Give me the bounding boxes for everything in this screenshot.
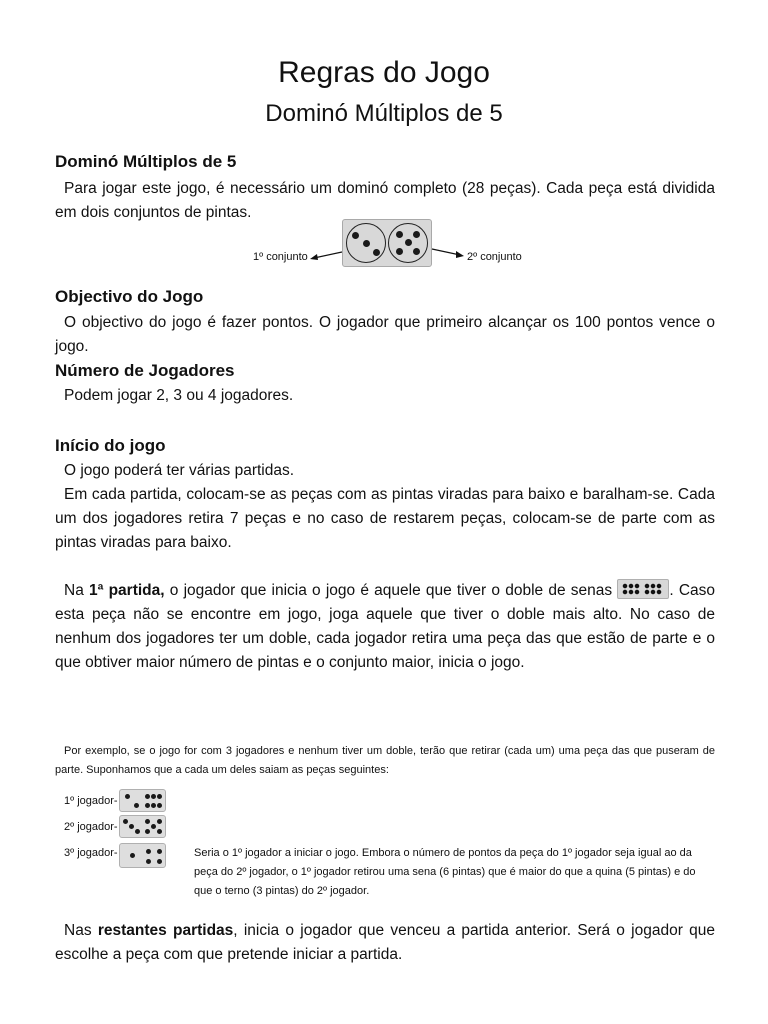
pip — [125, 794, 130, 799]
pip — [413, 248, 420, 255]
pip — [157, 829, 162, 834]
pip — [135, 829, 140, 834]
pip — [373, 249, 380, 256]
player2-domino — [119, 815, 166, 838]
remaining-prefix: Nas — [64, 922, 92, 939]
intro-paragraph — [55, 177, 715, 225]
pip — [157, 849, 162, 854]
pip — [123, 819, 128, 824]
example-explanation: Seria o 1º jogador a iniciar o jogo. Embora o número de pontos da peça do 1º jogador seja igual ao da peça do 2º jogador, o 1º jogador retirou uma sena (6 pintas) que é maior do que a quina (5 pintas) e do que o terno (3 pintas) do 2º jogador. — [194, 847, 696, 897]
pip — [396, 231, 403, 238]
pip — [413, 231, 420, 238]
domino-diagram-tile — [342, 219, 432, 267]
pip — [405, 239, 412, 246]
start-paragraph-1 — [55, 459, 715, 483]
pip — [157, 803, 162, 808]
player1-domino — [119, 789, 166, 812]
first-match-paragraph — [55, 579, 715, 675]
start-paragraph-2 — [55, 483, 715, 555]
pip — [396, 248, 403, 255]
intro-text: Para jogar este jogo, é necessário um dominó completo (28 peças). Cada peça está dividida em dois conjuntos de pintas. — [55, 180, 715, 221]
pip — [363, 240, 370, 247]
remaining-paragraph — [55, 919, 715, 967]
pip — [157, 819, 162, 824]
players-paragraph — [55, 384, 715, 408]
heading-intro: Dominó Múltiplos de 5 — [55, 152, 237, 171]
pips-six-right — [644, 583, 662, 595]
pip — [145, 829, 150, 834]
pip — [352, 232, 359, 239]
pip — [145, 803, 150, 808]
page-title: Regras do Jogo — [278, 56, 490, 89]
remaining-text: , inicia o jogador que venceu a partida anterior. Será o jogador que escolhe a peça com que pretende iniciar a partida. — [55, 922, 715, 963]
heading-start: Início do jogo — [55, 436, 166, 455]
start-text-2: Em cada partida, colocam-se as peças com as pintas viradas para baixo e baralham-se. Cada um dos jogadores retira 7 peças e no caso de restarem peças, colocam-se de parte com as pintas viradas para baixo. — [55, 486, 715, 551]
page-subtitle: Dominó Múltiplos de 5 — [265, 100, 503, 127]
pip — [151, 794, 156, 799]
pip — [145, 794, 150, 799]
pips-six-left — [622, 583, 640, 595]
player3-label: 3º jogador- — [64, 847, 118, 859]
start-text-1: O jogo poderá ter várias partidas. — [64, 462, 295, 479]
first-set-label: 1º conjunto — [253, 251, 308, 263]
pip — [146, 849, 151, 854]
pip — [145, 819, 150, 824]
pip — [151, 824, 156, 829]
pip — [129, 824, 134, 829]
objective-text: O objectivo do jogo é fazer pontos. O jogador que primeiro alcançar os 100 pontos vence o jogo. — [55, 314, 715, 355]
players-text: Podem jogar 2, 3 ou 4 jogadores. — [64, 387, 294, 404]
arrow-left-icon — [308, 248, 344, 262]
first-set-ring — [346, 223, 386, 263]
remaining-bold: restantes partidas — [97, 922, 234, 939]
pip — [157, 794, 162, 799]
first-match-bold: 1ª partida, — [89, 582, 165, 599]
first-match-text-b: . Caso esta peça não se encontre em jogo, joga aquele que tiver o doble mais alto. No caso de nenhum dos jogadores ter um doble, cada jogador retira uma peça das que estão de parte e o que obtiver maior número de pintas e o conjunto maior, inicia o jogo. — [55, 582, 716, 671]
pip — [146, 859, 151, 864]
first-match-na: Na — [64, 582, 84, 599]
player1-label: 1º jogador- — [64, 795, 118, 807]
second-set-label: 2º conjunto — [467, 251, 522, 263]
first-match-text-a: o jogador que inicia o jogo é aquele que tiver o doble de senas — [169, 582, 613, 599]
example-text: Por exemplo, se o jogo for com 3 jogadores e nenhum tiver um doble, terão que retirar (cada um) uma peça das que puseram de parte. Suponhamos que a cada um deles saiam as peças seguintes: — [55, 745, 715, 776]
pip — [130, 853, 135, 858]
pip — [134, 803, 139, 808]
heading-players: Número de Jogadores — [55, 361, 235, 380]
heading-objective: Objectivo do Jogo — [55, 287, 204, 306]
second-set-ring — [388, 223, 428, 263]
objective-paragraph — [55, 311, 715, 359]
double-six-domino — [617, 579, 669, 599]
player3-domino — [119, 843, 166, 868]
pip — [157, 859, 162, 864]
arrow-right-icon — [430, 246, 466, 260]
example-paragraph — [55, 742, 715, 780]
player2-label: 2º jogador- — [64, 821, 118, 833]
pip — [151, 803, 156, 808]
